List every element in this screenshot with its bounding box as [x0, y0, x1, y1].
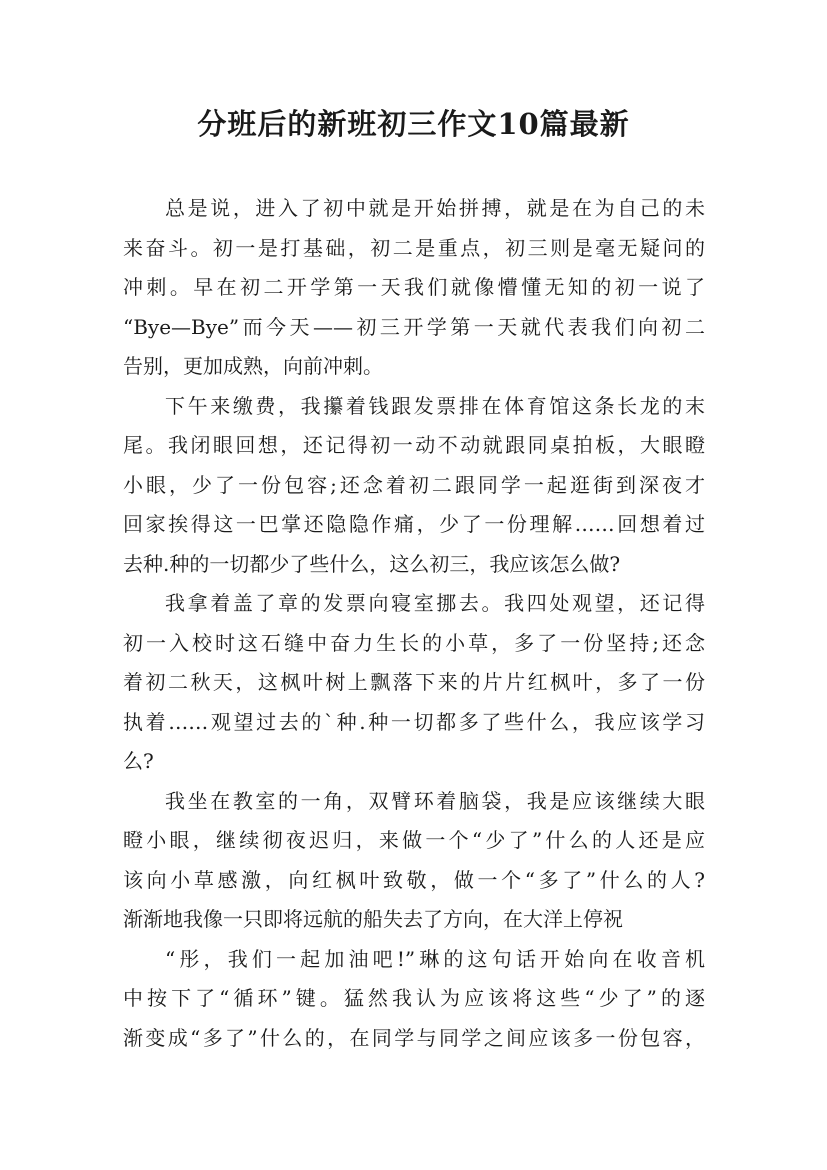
text-line: 执着……观望过去的`种.种一切都多了些什么，我应该学习 [123, 709, 705, 734]
text-line: 着初二秋天，这枫叶树上飘落下来的片片红枫叶，多了一份 [123, 670, 705, 694]
text-line: 总是说，进入了初中就是开始拼搏，就是在为自己的未 [165, 196, 705, 220]
text-line: 我坐在教室的一角，双臂环着脑袋，我是应该继续大眼 [165, 788, 705, 813]
text-line: 我拿着盖了章的发票向寝室挪去。我四处观望，还记得 [165, 591, 705, 615]
document-title: 分班后的新班初三作文10篇最新 [197, 107, 630, 141]
article-body [123, 189, 705, 1058]
text-line: 该向小草感激，向红枫叶致敬，做一个“多了”什么的人? [123, 867, 705, 892]
text-line: 小眼，少了一份包容;还念着初二跟同学一起逛街到深夜才 [123, 472, 705, 497]
text-line: 瞪小眼，继续彻夜迟归，来做一个“少了”什么的人还是应 [123, 828, 705, 852]
text-line: 渐变成“多了”什么的，在同学与同学之间应该多一份包容， [123, 1025, 705, 1050]
text-line: 告别，更加成熟，向前冲刺。 [123, 354, 383, 378]
text-line: 冲刺。早在初二开学第一天我们就像懵懂无知的初一说了 [123, 275, 705, 299]
text-line: 渐渐地我像一只即将远航的船失去了方向，在大洋上停祝 [123, 907, 623, 931]
text-line: “Bye—Bye”而今天——初三开学第一天就代表我们向初二 [123, 314, 705, 339]
text-line: 尾。我闭眼回想，还记得初一动不动就跟同桌拍板，大眼瞪 [123, 433, 705, 457]
text-line: 下午来缴费，我攥着钱跟发票排在体育馆这条长龙的末 [165, 393, 705, 418]
text-line: 去种.种的一切都少了些什么，这么初三，我应该怎么做? [123, 551, 621, 576]
text-line: 回家挨得这一巴掌还隐隐作痛，少了一份理解……回想着过 [123, 512, 705, 536]
text-line: 初一入校时这石缝中奋力生长的小草，多了一份坚持;还念 [123, 630, 705, 655]
text-line: 来奋斗。初一是打基础，初二是重点，初三则是毫无疑问的 [123, 235, 705, 260]
text-line: 中按下了“循环”键。猛然我认为应该将这些“少了”的逐 [123, 986, 705, 1010]
text-line: 么? [123, 749, 154, 773]
text-line: “彤，我们一起加油吧!”琳的这句话开始向在收音机 [165, 946, 705, 971]
